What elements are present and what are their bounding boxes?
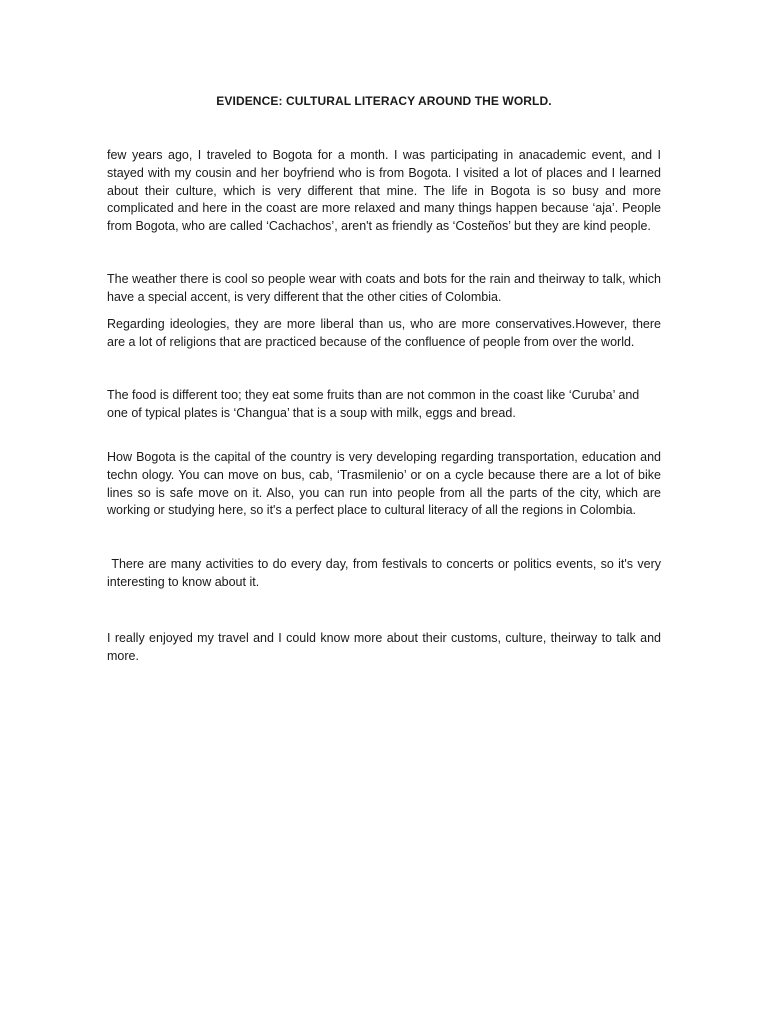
- paragraph-food: The food is different too; they eat some fruits than are not common in the coast like ‘Curuba’ and one of typical plates is ‘Changua’ that is a soup with milk, eggs and bread.: [107, 388, 640, 420]
- paragraph-intro: few years ago, I traveled to Bogota for a month. I was participating in anacademic event, and I stayed with my cousin and her boyfriend who is from Bogota. I visited a lot of places and I learned about their culture, which is very different that mine. The life in Bogota is so busy and more complicated and here in the coast are more relaxed and many things happen because ‘aja’. People from Bogota, who are called ‘Cachachos’, aren't as friendly as ‘Costeños’ but they are kind people.: [107, 148, 661, 234]
- paragraph-ideologies: Regarding ideologies, they are more liberal than us, who are more conservatives.However, there are a lot of religions that are practiced because of the confluence of people from over the world.: [107, 317, 661, 349]
- paragraph-weather: The weather there is cool so people wear with coats and bots for the rain and theirway to talk, which have a special accent, is very different that the other cities of Colombia.: [107, 272, 661, 304]
- paragraph-transportation: How Bogota is the capital of the country is very developing regarding transportation, education and techn ology. You can move on bus, cab, ‘Trasmilenio’ or on a cycle because there are a lot of bike lines so is safe move on it. Also, you can run into people from all the parts of the city, which are working or studying here, so it's a perfect place to cultural literacy of all the regions in Colombia.: [107, 450, 661, 518]
- document-title: EVIDENCE: CULTURAL LITERACY AROUND THE WORLD.: [216, 94, 552, 108]
- paragraph-conclusion: I really enjoyed my travel and I could know more about their customs, culture, theirway to talk and more.: [107, 631, 661, 663]
- paragraph-activities: There are many activities to do every day, from festivals to concerts or politics events, so it's very interesting to know about it.: [107, 557, 665, 589]
